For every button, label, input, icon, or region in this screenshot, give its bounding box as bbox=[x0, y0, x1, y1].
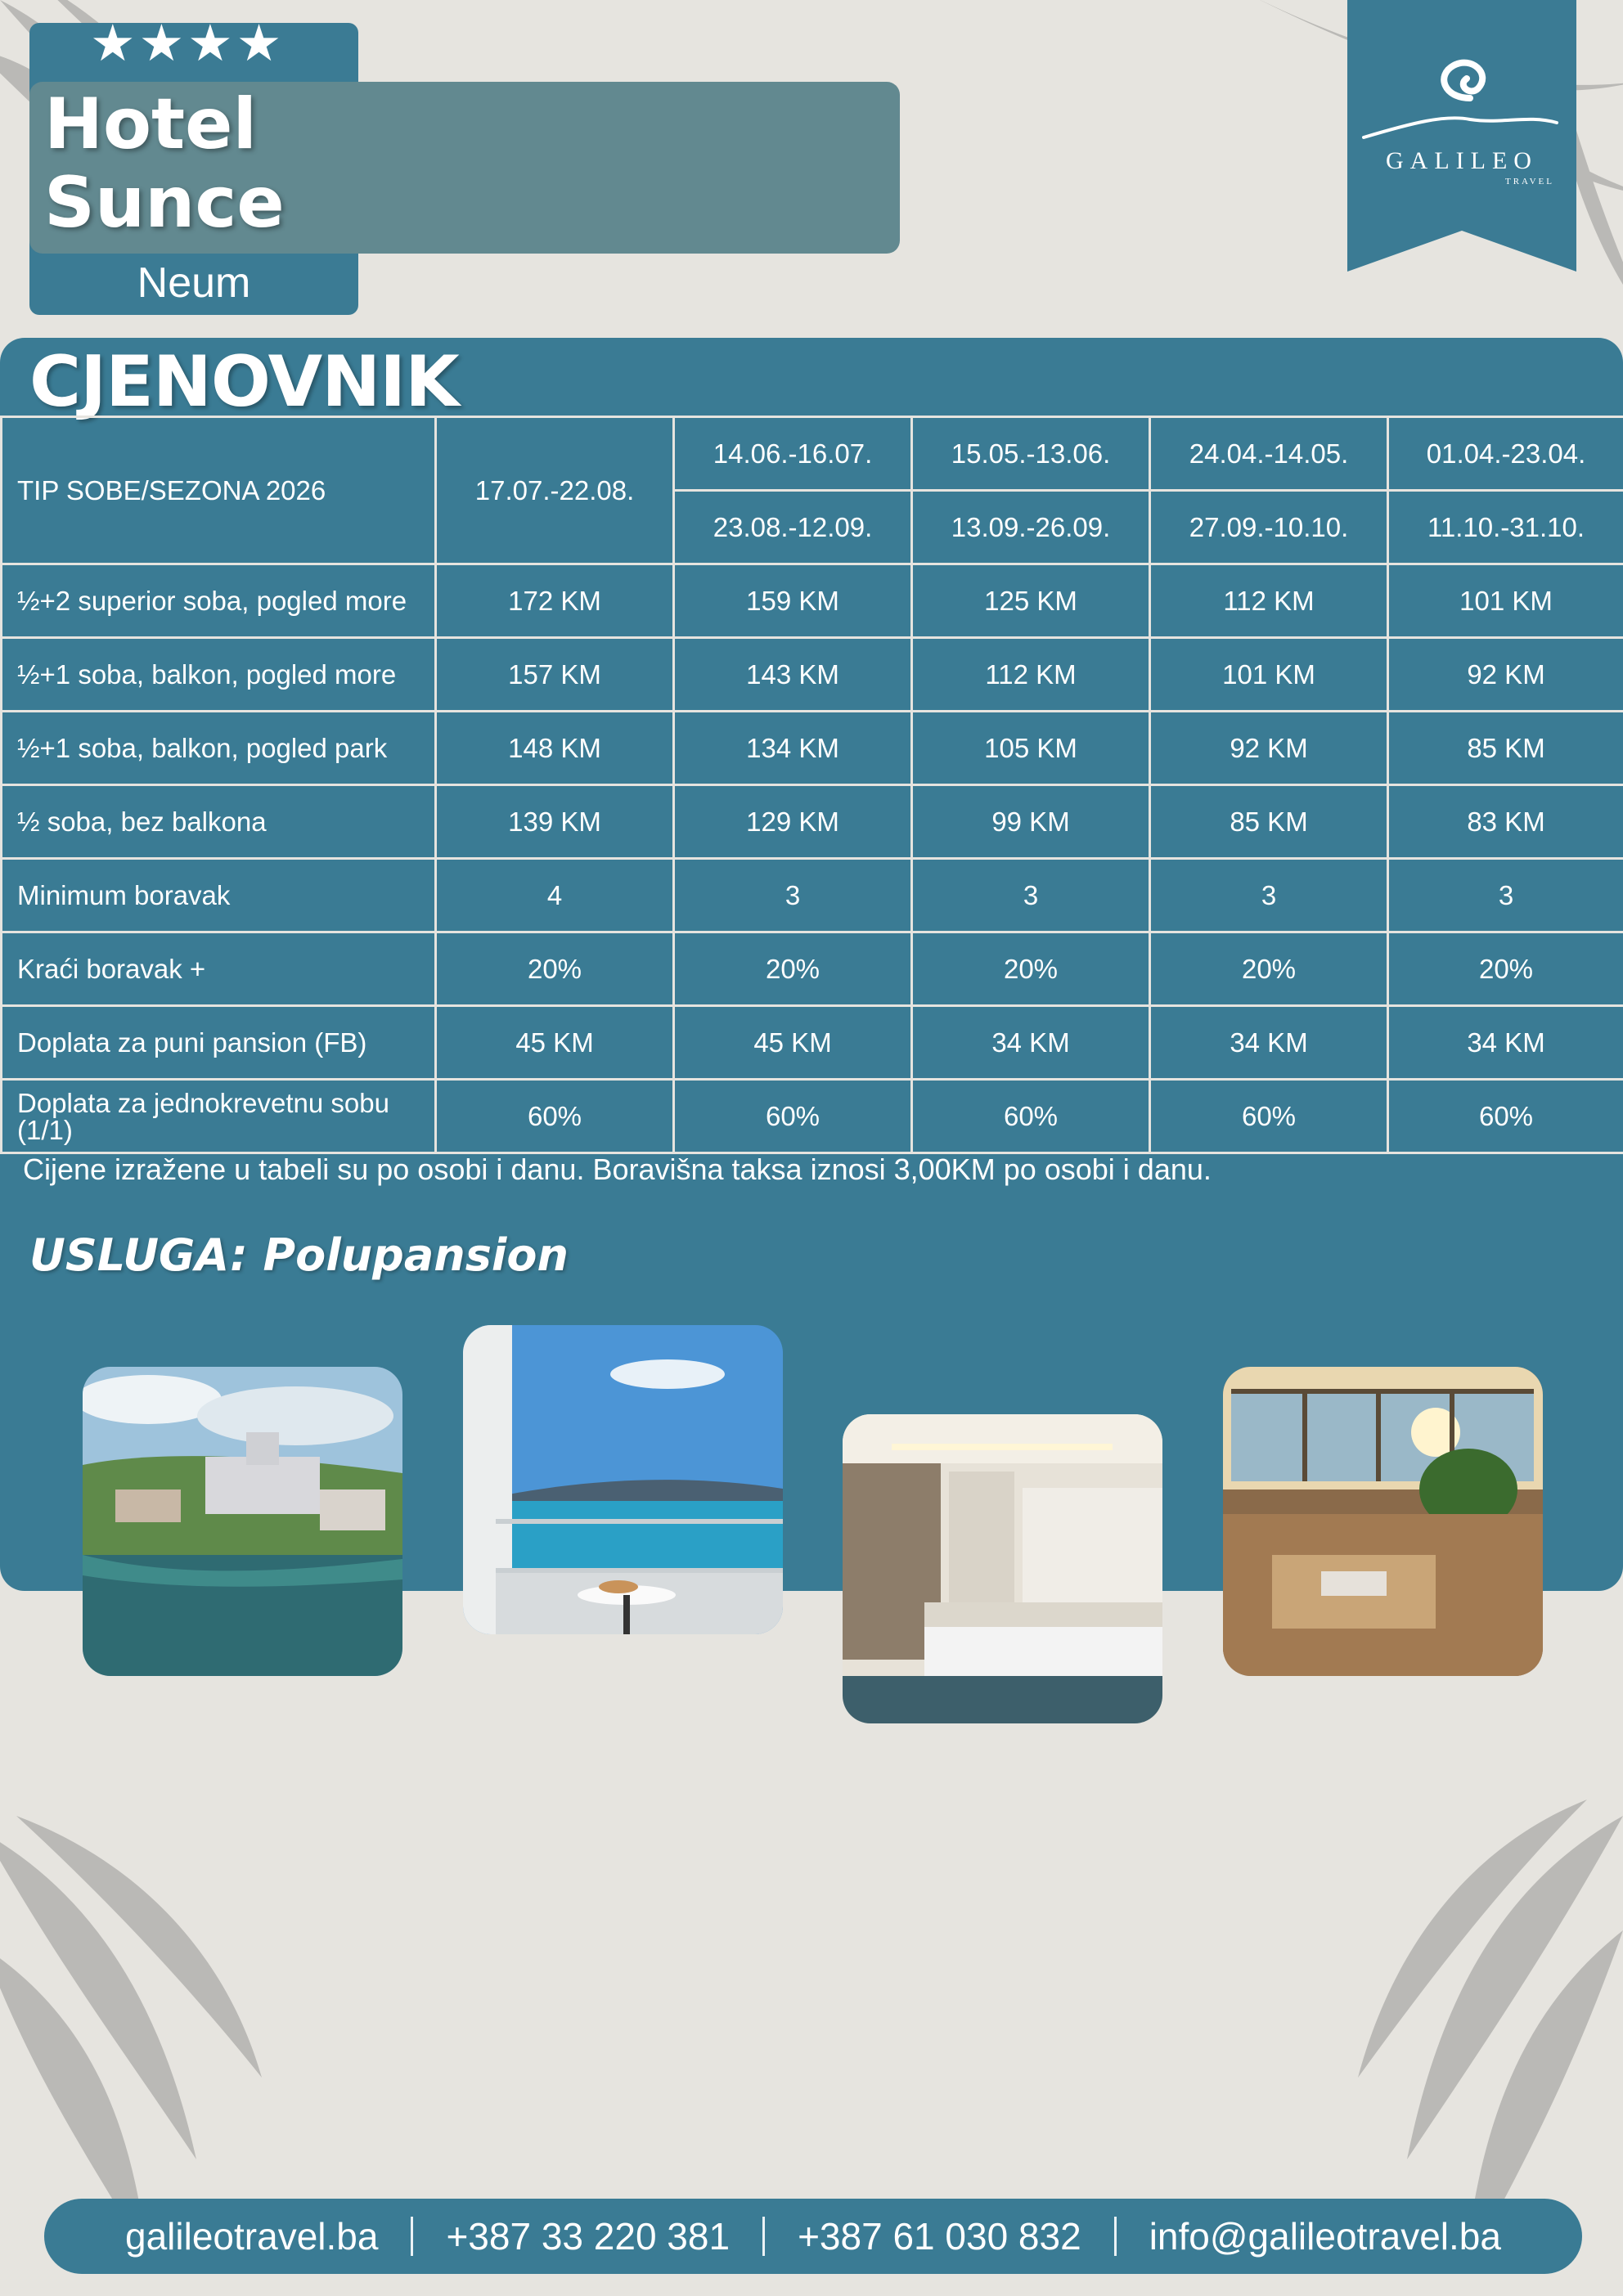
price-cell: 4 bbox=[436, 859, 674, 932]
price-cell: 60% bbox=[1388, 1080, 1623, 1153]
price-cell: 101 KM bbox=[1150, 638, 1388, 712]
price-cell: 3 bbox=[674, 859, 912, 932]
footer-divider bbox=[411, 2217, 413, 2256]
price-cell: 85 KM bbox=[1388, 712, 1623, 785]
hotel-title bbox=[44, 85, 285, 242]
price-cell: 92 KM bbox=[1388, 638, 1623, 712]
table-row bbox=[2, 785, 1623, 859]
price-cell: 143 KM bbox=[674, 638, 912, 712]
contact-footer bbox=[44, 2199, 1582, 2274]
row-label: ½ soba, bez balkona bbox=[2, 785, 436, 859]
price-cell: 83 KM bbox=[1388, 785, 1623, 859]
price-cell: 34 KM bbox=[912, 1006, 1150, 1080]
price-cell: 172 KM bbox=[436, 564, 674, 638]
hotel-title-line2: Sunce bbox=[44, 162, 285, 244]
footer-divider bbox=[1114, 2217, 1117, 2256]
footer-website[interactable]: galileotravel.ba bbox=[125, 2215, 379, 2258]
table-row bbox=[2, 564, 1623, 638]
photo-restaurant-icon bbox=[1223, 1367, 1543, 1676]
row-label: Doplata za jednokrevetnu sobu (1/1) bbox=[2, 1080, 436, 1153]
price-cell: 101 KM bbox=[1388, 564, 1623, 638]
row-label: Doplata za puni pansion (FB) bbox=[2, 1006, 436, 1080]
pricelist-heading: CJENOVNIK bbox=[29, 341, 459, 423]
price-cell: 20% bbox=[436, 932, 674, 1006]
price-cell: 92 KM bbox=[1150, 712, 1388, 785]
price-cell: 34 KM bbox=[1150, 1006, 1388, 1080]
price-cell: 3 bbox=[1388, 859, 1623, 932]
price-cell: 112 KM bbox=[912, 638, 1150, 712]
price-cell: 45 KM bbox=[436, 1006, 674, 1080]
price-cell: 3 bbox=[912, 859, 1150, 932]
price-cell: 60% bbox=[912, 1080, 1150, 1153]
header-season: 17.07.-22.08. bbox=[436, 417, 674, 564]
photo-balcony-sea-view-icon bbox=[463, 1325, 783, 1634]
photo-room bbox=[843, 1414, 1162, 1723]
price-cell: 20% bbox=[674, 932, 912, 1006]
photo-hotel-aerial bbox=[83, 1367, 402, 1676]
price-cell: 139 KM bbox=[436, 785, 674, 859]
header-season: 14.06.-16.07. bbox=[674, 417, 912, 491]
header-season: 23.08.-12.09. bbox=[674, 491, 912, 564]
header-season: 27.09.-10.10. bbox=[1150, 491, 1388, 564]
header-season: 13.09.-26.09. bbox=[912, 491, 1150, 564]
price-note: Cijene izražene u tabeli su po osobi i danu. Boravišna taksa iznosi 3,00KM po osobi i danu. bbox=[23, 1152, 1212, 1186]
price-cell: 3 bbox=[1150, 859, 1388, 932]
price-cell: 157 KM bbox=[436, 638, 674, 712]
table-row bbox=[2, 932, 1623, 1006]
row-label: Minimum boravak bbox=[2, 859, 436, 932]
price-cell: 85 KM bbox=[1150, 785, 1388, 859]
photo-room-icon bbox=[843, 1414, 1162, 1723]
table-row bbox=[2, 712, 1623, 785]
price-cell: 134 KM bbox=[674, 712, 912, 785]
footer-divider bbox=[762, 2217, 765, 2256]
price-cell: 45 KM bbox=[674, 1006, 912, 1080]
hotel-city: Neum bbox=[137, 259, 251, 307]
price-cell: 148 KM bbox=[436, 712, 674, 785]
photo-balcony-sea-view bbox=[463, 1325, 783, 1634]
header-season: 15.05.-13.06. bbox=[912, 417, 1150, 491]
row-label: ½+2 superior soba, pogled more bbox=[2, 564, 436, 638]
logo-banner bbox=[1347, 0, 1576, 272]
row-label: Kraći boravak + bbox=[2, 932, 436, 1006]
price-cell: 105 KM bbox=[912, 712, 1150, 785]
logo-subtitle: TRAVEL bbox=[1505, 177, 1554, 186]
photo-restaurant bbox=[1223, 1367, 1543, 1676]
hotel-title-line1: Hotel bbox=[44, 83, 257, 165]
photo-hotel-aerial-icon bbox=[83, 1367, 402, 1676]
header-season: 24.04.-14.05. bbox=[1150, 417, 1388, 491]
row-label: ½+1 soba, balkon, pogled park bbox=[2, 712, 436, 785]
row-label: ½+1 soba, balkon, pogled more bbox=[2, 638, 436, 712]
header-season: 11.10.-31.10. bbox=[1388, 491, 1623, 564]
service-label: USLUGA: Polupansion bbox=[29, 1229, 569, 1281]
footer-phone-2[interactable]: +387 61 030 832 bbox=[798, 2215, 1081, 2258]
logo-wordmark: GALILEO bbox=[1386, 147, 1538, 174]
table-row bbox=[2, 1006, 1623, 1080]
hotel-stars: ★★★★ bbox=[90, 13, 285, 73]
price-cell: 60% bbox=[1150, 1080, 1388, 1153]
price-cell: 129 KM bbox=[674, 785, 912, 859]
table-row bbox=[2, 638, 1623, 712]
price-cell: 20% bbox=[1388, 932, 1623, 1006]
header-season: 01.04.-23.04. bbox=[1388, 417, 1623, 491]
price-cell: 159 KM bbox=[674, 564, 912, 638]
price-cell: 20% bbox=[912, 932, 1150, 1006]
price-cell: 99 KM bbox=[912, 785, 1150, 859]
footer-phone-1[interactable]: +387 33 220 381 bbox=[446, 2215, 731, 2258]
price-cell: 20% bbox=[1150, 932, 1388, 1006]
price-cell: 125 KM bbox=[912, 564, 1150, 638]
price-table bbox=[0, 416, 1623, 1154]
price-cell: 60% bbox=[436, 1080, 674, 1153]
header-room-type: TIP SOBE/SEZONA 2026 bbox=[2, 417, 436, 564]
table-row bbox=[2, 1080, 1623, 1153]
price-cell: 34 KM bbox=[1388, 1006, 1623, 1080]
table-row bbox=[2, 859, 1623, 932]
price-cell: 60% bbox=[674, 1080, 912, 1153]
footer-email[interactable]: info@galileotravel.ba bbox=[1149, 2215, 1501, 2258]
table-header-row bbox=[2, 417, 1623, 491]
price-cell: 112 KM bbox=[1150, 564, 1388, 638]
